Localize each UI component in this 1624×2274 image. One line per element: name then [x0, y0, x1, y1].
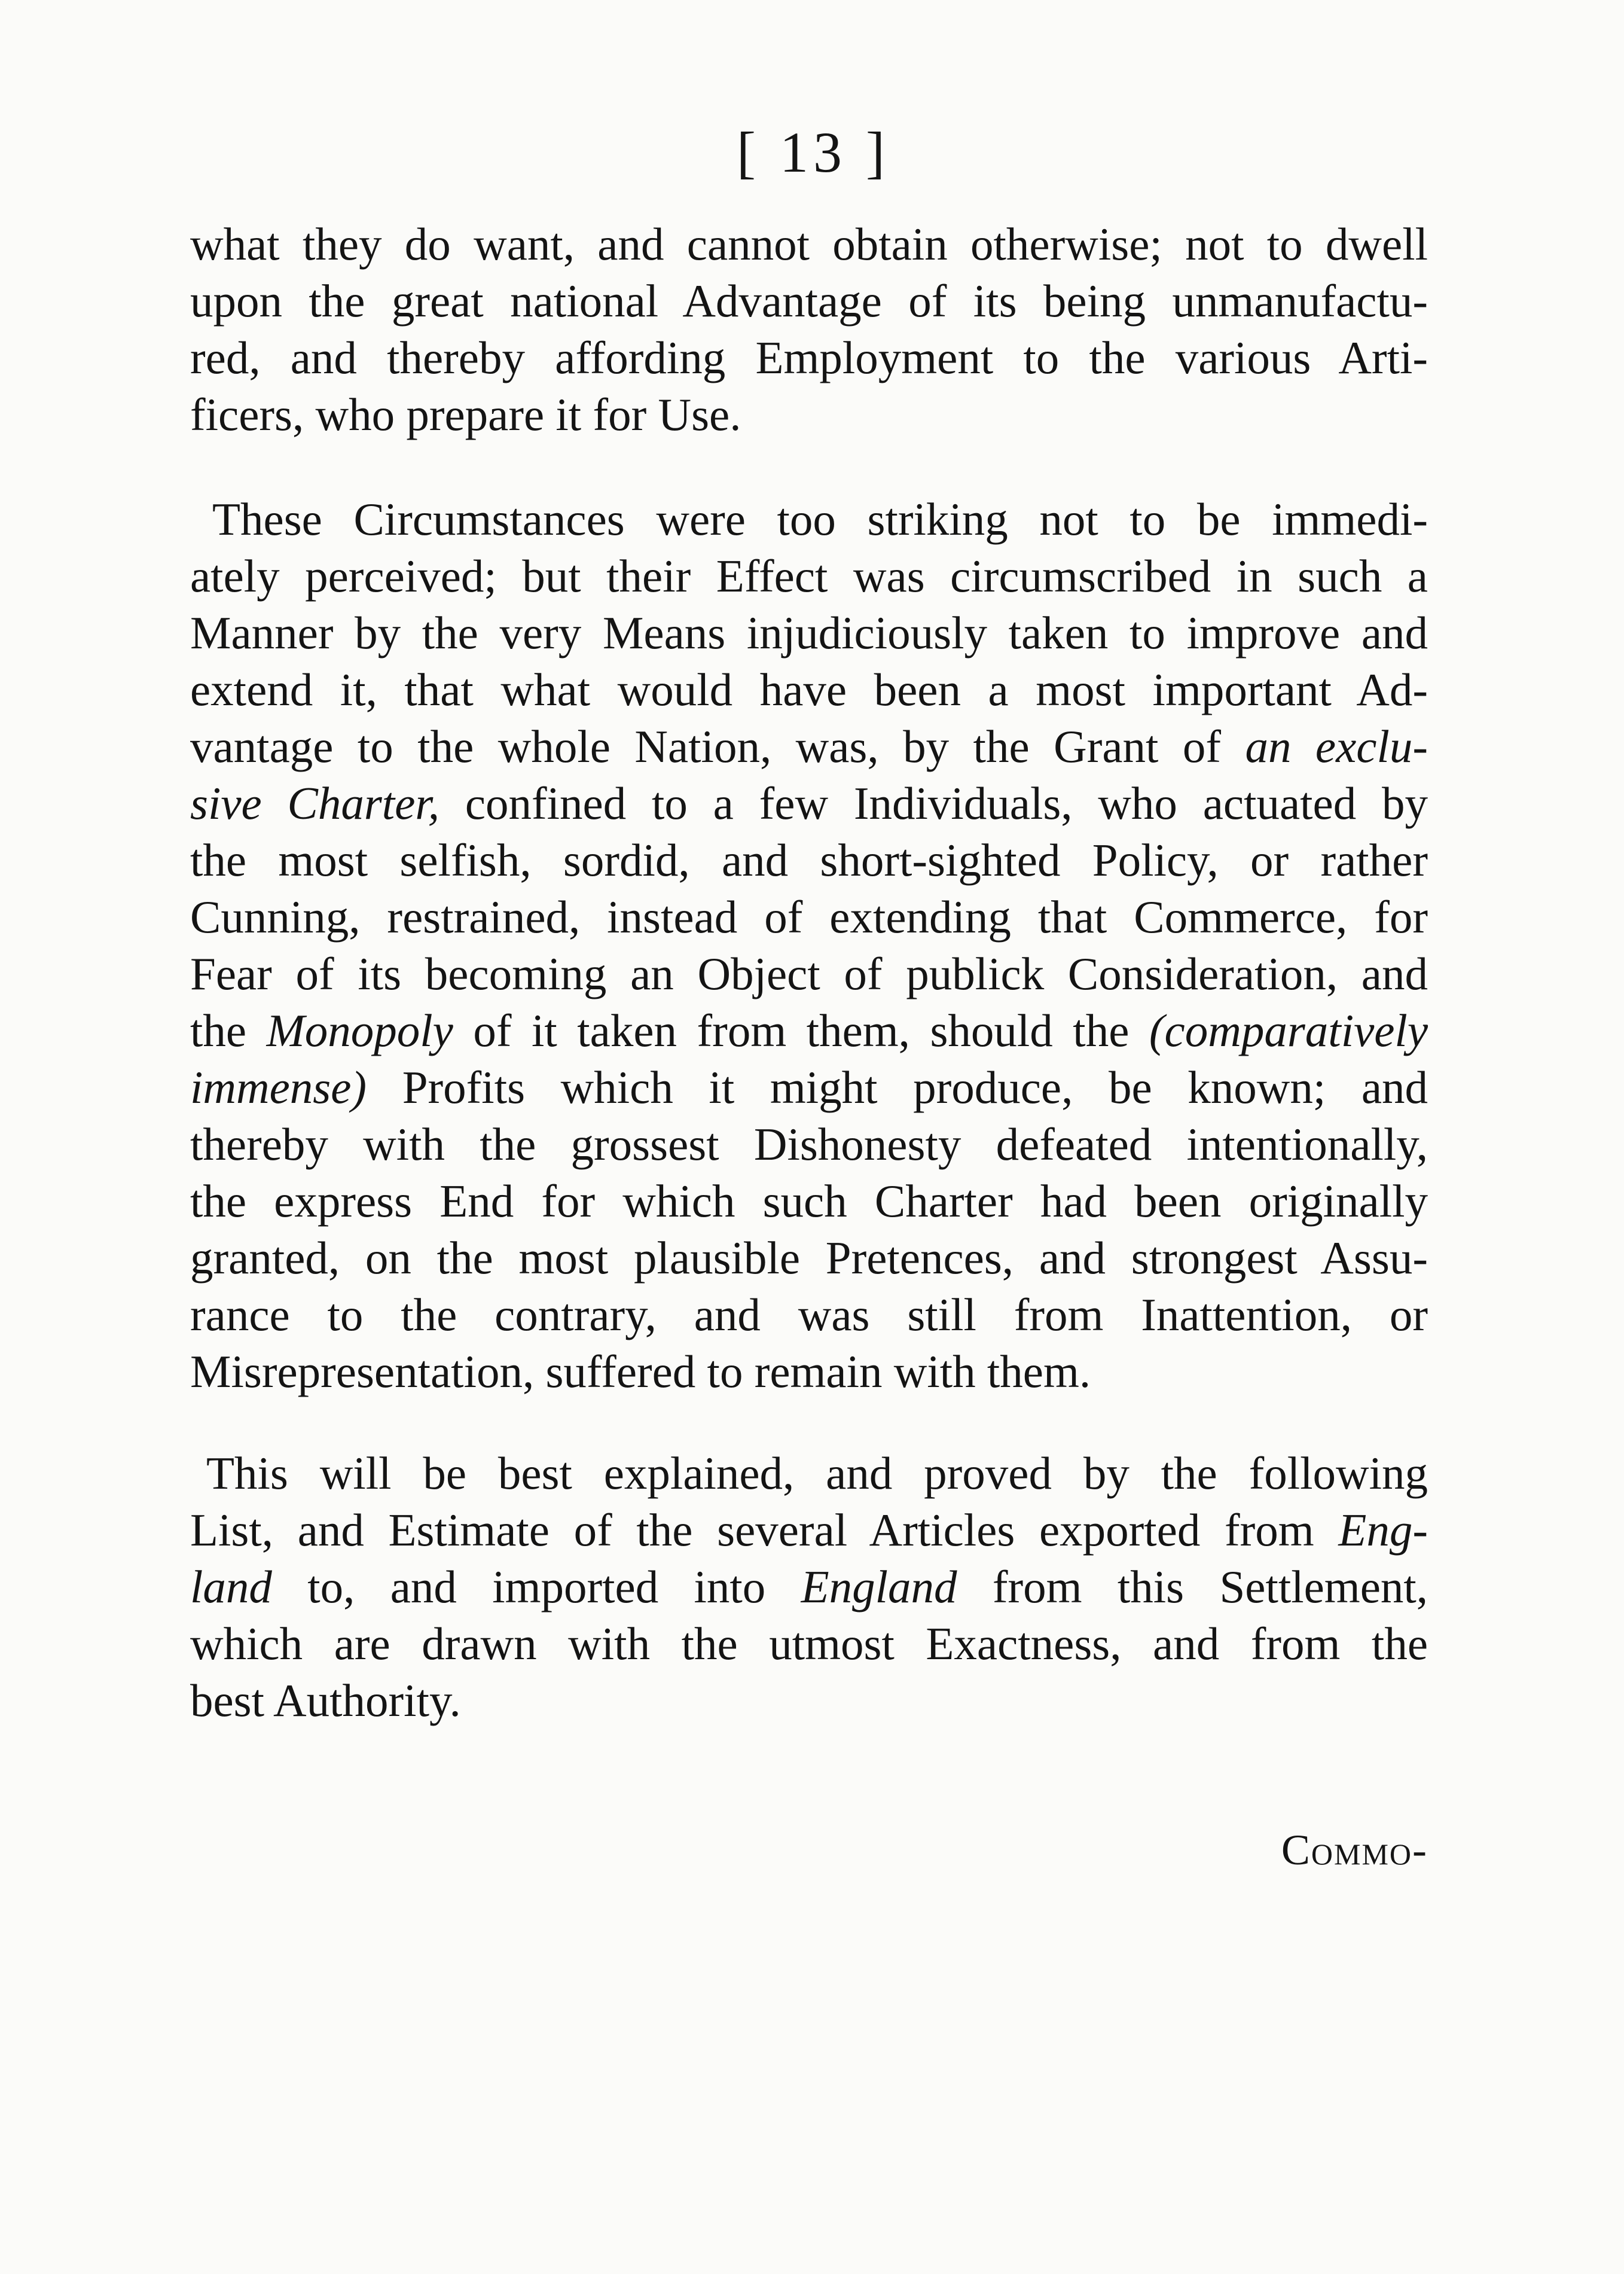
text-line: best Authority.: [190, 1675, 461, 1726]
text-line: ately perceived; but their Effect was circumscribed in such a: [190, 550, 1428, 602]
text-line: [190, 775, 1428, 832]
text-line: Fear of its becoming an Object of publick Consideration, and: [190, 948, 1428, 999]
text-fragment: to, and imported into: [307, 1561, 766, 1612]
text-fragment: confined to a few Individuals, who actuated by: [465, 778, 1428, 829]
text-line: red, and thereby affording Employment to the various Arti-: [190, 332, 1428, 383]
text-line: granted, on the most plausible Pretences, and strongest Assu-: [190, 1232, 1428, 1284]
text-fragment: Profits which it might produce, be known; and: [402, 1062, 1428, 1113]
text-fragment: List, and Estimate of the several Articles exported from: [190, 1504, 1314, 1556]
italic-fragment: land: [190, 1561, 272, 1612]
italic-fragment: Monopoly: [266, 1005, 453, 1056]
italic-fragment: an exclu-: [1245, 721, 1428, 772]
text-line: the most selfish, sordid, and short-sighted Policy, or rather: [190, 834, 1428, 886]
text-line: [190, 1002, 1428, 1059]
text-line: [190, 718, 1428, 775]
text-line: ficers, who prepare it for Use.: [190, 389, 741, 440]
text-line: upon the great national Advantage of its being unmanufactu-: [190, 275, 1428, 327]
text-line: [190, 1558, 1428, 1615]
text-fragment: the: [190, 1005, 247, 1056]
text-line: rance to the contrary, and was still from Inattention, or: [190, 1289, 1428, 1340]
text-line: Cunning, restrained, instead of extending that Commerce, for: [190, 891, 1428, 943]
page-number: [ 13 ]: [737, 120, 890, 184]
text-fragment: vantage to the whole Nation, was, by the Grant of: [190, 721, 1221, 772]
text-line: This will be best explained, and proved by the following: [206, 1447, 1428, 1499]
italic-fragment: immense): [190, 1062, 367, 1113]
text-line: [190, 1501, 1428, 1559]
catchword: Commo-: [1281, 1826, 1428, 1874]
text-line: Manner by the very Means injudiciously taken to improve and: [190, 607, 1428, 659]
italic-fragment: Eng-: [1338, 1504, 1428, 1556]
text-line: Misrepresentation, suffered to remain with them.: [190, 1346, 1091, 1397]
italic-fragment: (comparatively: [1149, 1005, 1428, 1056]
text-fragment: of it taken from them, should the: [473, 1005, 1130, 1056]
text-line: These Circumstances were too striking not to be immedi-: [212, 493, 1428, 545]
text-line: thereby with the grossest Dishonesty defeated intentionally,: [190, 1118, 1428, 1170]
text-line: the express End for which such Charter had been originally: [190, 1175, 1428, 1227]
text-fragment: from this Settlement,: [992, 1561, 1428, 1612]
text-line: extend it, that what would have been a most important Ad-: [190, 664, 1428, 715]
text-line: what they do want, and cannot obtain otherwise; not to dwell: [190, 218, 1428, 270]
italic-fragment: sive Charter,: [190, 778, 440, 829]
italic-fragment: England: [801, 1561, 957, 1612]
text-line: which are drawn with the utmost Exactness, and from the: [190, 1618, 1428, 1669]
text-line: [190, 1059, 1428, 1116]
